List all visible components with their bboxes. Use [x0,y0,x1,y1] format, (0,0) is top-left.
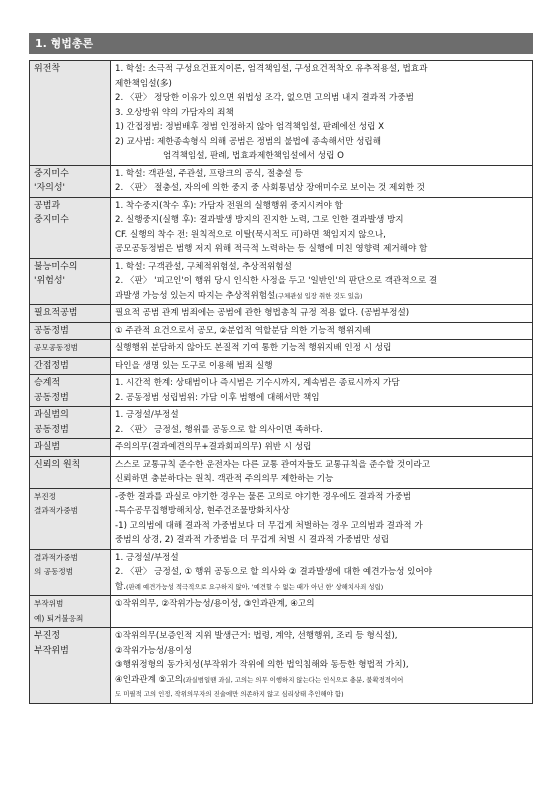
content-text: 2. 〈판〉 정당한 이유가 있으면 위법성 조각, 없으면 고의범 내지 결과적 가중범 [115,93,414,103]
content-text: -중한 결과를 과실로 야기한 경우는 물론 고의로 야기한 경우에도 결과적 가중범 [115,491,412,502]
row-heading [30,340,111,358]
content-line [115,580,528,595]
table-row [30,165,533,197]
row-heading [30,439,111,457]
row-heading-text: 부진정 [34,491,57,501]
content-line [115,91,528,106]
content-line [115,565,528,580]
content-text: ①작위의무, ②작위가능성/용이성, ③인과관계, ④고의 [115,599,315,609]
row-content [111,61,533,166]
content-line [115,472,528,487]
row-heading [30,407,111,439]
table-row [30,322,533,340]
content-line [115,274,528,289]
content-line [115,120,528,135]
content-line [115,687,528,702]
content-line [115,242,528,257]
row-content [111,357,533,375]
content-line [115,199,528,214]
row-content [111,305,533,323]
content-text: 주의의무(결과예견의무+결과회피의무) 위반 시 성립 [115,442,312,452]
row-heading-text: 공범과 [34,200,61,211]
content-text: 1. 학설: 소극적 구성요건표지이론, 엄격책임설, 구성요건적착오 유추적용설, 법효과 [115,64,428,74]
row-heading [30,305,111,323]
content-text: -1) 고의범에 대해 결과적 가중범보다 더 무겁게 처벌하는 경우 고의범과 결과적 가 [115,520,423,531]
row-heading [30,61,111,166]
content-note: (구체관설 입장 취한 것도 있음) [275,291,363,300]
content-text: 2. 실행중지(실행 후): 결과발생 방지의 진지한 노력, 그로 인한 결과발생 방지 [115,215,404,225]
row-heading-text: 불능미수의 [34,261,78,272]
row-content [111,258,533,305]
row-heading-text: 공모공동정범 [34,343,79,352]
row-content [111,322,533,340]
content-line [115,228,528,243]
content-text: 1. 학설: 객관설, 주관설, 프랑크의 공식, 절충설 등 [115,168,303,179]
row-heading-text: 예) 퇴거불응죄 [34,613,84,623]
content-line [115,106,528,121]
row-heading [30,197,111,258]
table-row [30,375,533,407]
content-text: 중범의 상경, 2) 결과적 가중범을 더 무겁게 처벌 시 결과적 가중범만 성립 [115,535,390,545]
row-heading-text: 공동정범 [34,424,69,435]
row-heading [30,456,111,488]
content-text: 2. 〈판〉 긍정설, 행위를 공동으로 할 의사이면 족하다. [115,424,323,435]
table-row [30,258,533,305]
content-text: 실행행위 분담하지 않아도 본질적 기여 통한 기능적 행위지배 인정 시 성립 [115,343,392,353]
content-line [115,391,528,406]
content-line [115,260,528,275]
row-content [111,375,533,407]
table-row [30,305,533,323]
row-heading-text: '자의성' [34,183,66,193]
content-text: 타인을 생명 있는 도구로 이용해 범죄 실행 [115,360,273,371]
content-text: ②작위가능성/용이성 [115,645,193,656]
row-heading [30,549,111,596]
content-text: 2. 〈판〉 긍정설, ① 행위 공동으로 할 의사와 ② 결과발생에 대한 예견가능성 있어야 [115,567,433,577]
content-line [115,135,528,150]
table-row [30,439,533,457]
row-heading-text: 승계적 [34,378,61,388]
summary-table [29,60,533,704]
content-line [115,519,528,534]
content-line [115,629,528,644]
row-heading [30,258,111,305]
row-heading [30,596,111,628]
content-text: 1. 학설: 구객관설, 구체적위험설, 추상적위험설 [115,261,292,272]
content-text: 2. 〈판〉 '피고인'이 행위 당시 인식한 사정을 두고 '일반인'의 판단으로 객관적으로 결 [115,276,438,286]
content-line [115,673,528,688]
content-line [115,181,528,196]
row-heading-text: 과실범의 [34,410,69,420]
content-text: 2) 교사범: 제한종속형식 의해 공범은 정범의 불법에 종속해서만 성립해 [115,136,382,147]
content-line [115,658,528,673]
section-title: 1. 형법총론 [29,33,533,54]
content-line [115,490,528,505]
content-text: 1. 착수중지(착수 후): 가담자 전원의 실행행위 중지시켜야 함 [115,200,343,211]
content-line [115,440,528,455]
content-line [115,423,528,438]
content-text: 1. 긍정설/부정설 [115,552,179,563]
content-line [115,533,528,548]
row-heading [30,628,111,704]
table-row [30,340,533,358]
row-content [111,439,533,457]
table-row [30,456,533,488]
row-heading-text: 위전착 [34,64,61,74]
row-heading-text: 결과적가중범 [34,506,79,515]
content-line [115,504,528,519]
row-heading [30,322,111,340]
content-text: 1. 긍정설/부정설 [115,410,179,420]
table-row [30,61,533,166]
row-content [111,628,533,704]
row-heading [30,488,111,549]
row-heading-text: 공동정범 [34,325,69,336]
content-text: 함. [115,581,127,592]
content-text: 스스로 교통규칙 준수한 운전자는 다른 교통 관여자들도 교통규칙을 준수할 것이라고 [115,459,431,470]
row-heading-text: '위험성' [34,276,66,286]
row-heading-text: 과실범 [34,442,61,452]
row-heading-text: 의 공동정범 [34,567,74,576]
table-row [30,549,533,596]
row-content [111,456,533,488]
row-content [111,165,533,197]
content-line [115,324,528,339]
content-line [115,306,528,321]
content-text: 엄격책임설, 판례, 법효과제한책임설에서 성립 O [163,151,344,161]
content-text: 2. 공동정범 성립범위: 가담 이후 범행에 대해서만 책임 [115,392,320,403]
content-line [115,551,528,566]
row-heading-text: 부작위범 [34,599,64,608]
table-row [30,488,533,549]
row-content [111,197,533,258]
content-text: 공모공동정범은 범행 저지 위해 적극적 노력하는 등 실행에 미친 영향력 제거해야 함 [115,244,428,254]
content-line [115,376,528,391]
row-heading-text: 결과적가중범 [34,552,79,562]
row-heading-text: 필요적공범 [34,308,78,318]
table-row [30,357,533,375]
content-text: 3. 오상방위 약의 가담자의 죄책 [115,107,234,118]
content-text: ① 주관적 요건으로서 공모, ②분업적 역할분담 의한 기능적 행위지배 [115,325,371,336]
content-note: (과실범일땐 과실, 고의는 의무 이행하지 않는다는 인식으로 충분, 불확정적이어 [182,675,404,684]
content-line [115,77,528,92]
content-line [115,359,528,374]
content-line [115,408,528,423]
content-note: 도 미필적 고의 인정, 작위의무자의 진술에만 의존하지 않고 심리상태 추인해야 함) [115,690,344,698]
content-line [115,644,528,659]
content-line [115,149,528,164]
content-text: 1) 간접정범: 정범배후 정범 인정하지 않아 엄격책임설, 판례에선 성립 X [115,122,385,132]
content-text: ①작위의무(보증인적 지위 발생근거: 법령, 계약, 선행행위, 조리 등 형식설), [115,631,398,641]
content-line [115,289,528,304]
row-content [111,549,533,596]
row-heading-text: 간접정범 [34,360,69,371]
content-line [115,167,528,182]
row-heading-text: 신뢰의 원칙 [34,459,81,470]
row-content [111,407,533,439]
content-line [115,341,528,356]
table-row [30,628,533,704]
content-text: 1. 시간적 한계: 상태범이나 즉시범은 기수시까지, 계속범은 종료시까지 가담 [115,378,400,388]
content-text: 제한책임설(多) [115,78,172,89]
content-text: 2. 〈판〉 절충설, 자의에 의한 중지 중 사회통념상 장애미수로 보이는 것 제외한 것 [115,183,425,193]
row-heading [30,357,111,375]
row-content [111,488,533,549]
content-line [115,597,528,612]
content-line [115,458,528,473]
content-text: CF. 실행의 착수 전: 원칙적으로 이탈(묵시적도 可)하면 책임지지 않으나, [115,229,386,240]
content-text: ④인과관계 ⑤고의 [115,674,183,685]
row-heading-text: 부진정 [34,631,61,641]
row-heading [30,165,111,197]
content-note: (판례 예견가능성 적극적으로 요구하지 않아, '예견할 수 없는 때가 아닌 한' 상해치사죄 성립) [126,582,384,591]
row-content [111,596,533,628]
content-line [115,62,528,77]
row-heading [30,375,111,407]
row-heading-text: 중지미수 [34,215,69,225]
row-heading-text: 부작위범 [34,645,69,656]
table-row [30,596,533,628]
table-row [30,197,533,258]
content-text: -특수공무집행방해치상, 현주건조물방화치사상 [115,506,290,516]
table-row [30,407,533,439]
row-content [111,340,533,358]
content-text: ③행위정형의 동가치성(부작위가 작위에 의한 법익침해와 동등한 형법적 가치), [115,660,409,670]
content-text: 신뢰하면 충분하다는 원칙. 객관적 주의의무 제한하는 기능 [115,474,334,484]
row-heading-text: 공동정범 [34,392,69,403]
content-text: 필요적 공범 관계 범죄에는 공범에 관한 형법총칙 규정 적용 없다. (공범부정설) [115,308,410,318]
row-heading-text: 중지미수 [34,168,69,179]
content-line [115,213,528,228]
content-text: 과발생 가능성 있는지 따지는 추상적위험설 [115,290,276,301]
